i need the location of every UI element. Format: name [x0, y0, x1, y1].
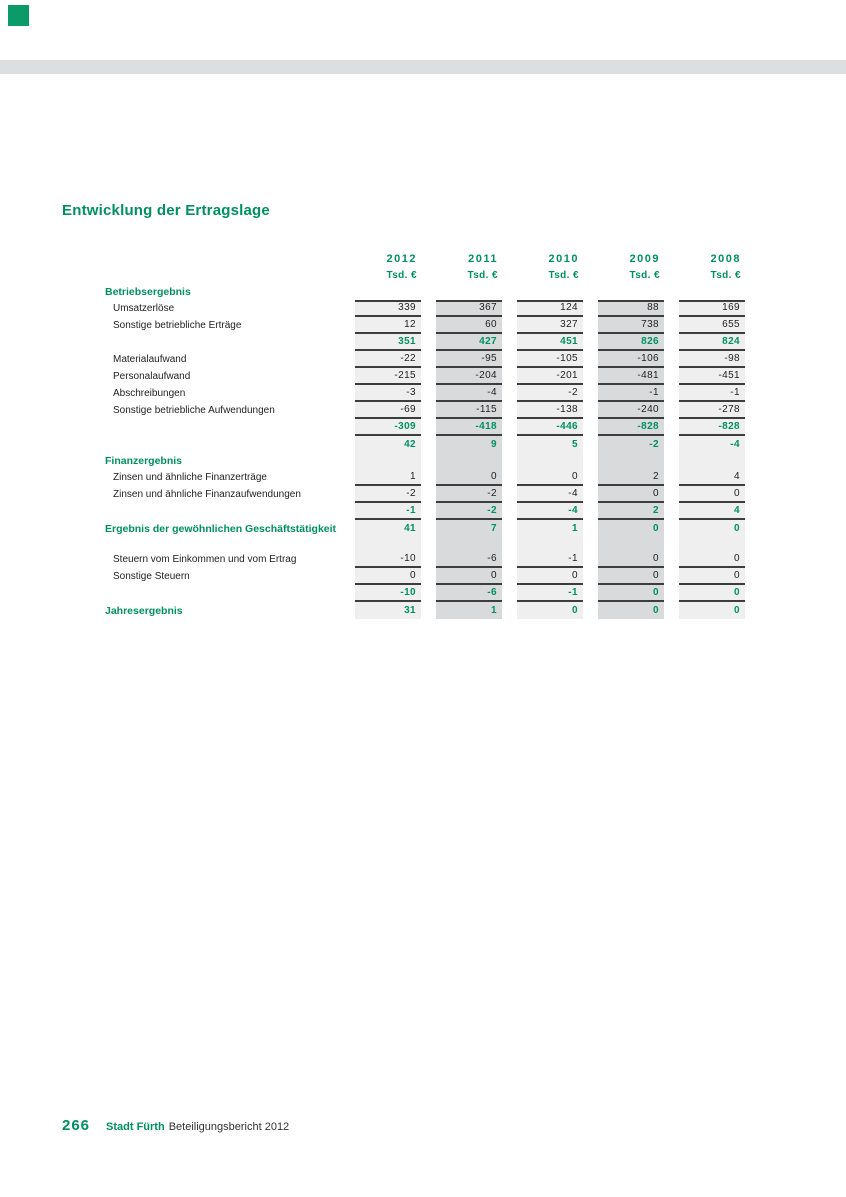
value-cell: 0: [653, 605, 659, 616]
value-cell: 2: [598, 503, 664, 520]
year-column-header: [436, 253, 502, 282]
year-column-header: [679, 253, 745, 282]
row-label: Zinsen und ähnliche Finanzaufwendungen: [113, 489, 301, 500]
year-label: 2009: [629, 253, 660, 265]
row-label: Umsatzerlöse: [113, 303, 175, 314]
value-cell: [598, 453, 664, 469]
value-cell: 339: [355, 300, 421, 317]
value-cell: -6: [436, 551, 502, 568]
value-cell: [679, 453, 745, 469]
value-cell: -481: [598, 368, 664, 385]
value-cell: 0: [653, 523, 659, 534]
year-label: 2011: [468, 253, 498, 265]
value-cell: 88: [598, 300, 664, 317]
year-label: 2010: [548, 253, 579, 265]
row-label: Jahresergebnis: [105, 604, 183, 617]
value-cell: [355, 537, 421, 551]
table-row: [105, 368, 748, 385]
unit-label: Tsd. €: [548, 270, 579, 281]
value-cell: [355, 284, 421, 300]
value-cell: -10: [355, 585, 421, 602]
value-cell: 0: [517, 469, 583, 486]
value-cell: -138: [517, 402, 583, 419]
value-cell: -446: [517, 419, 583, 436]
value-cell: -1: [679, 385, 745, 402]
table-row: [105, 351, 748, 368]
value-cell: 0: [598, 551, 664, 568]
value-cell: 9: [491, 439, 497, 450]
value-cell: 1: [491, 605, 497, 616]
row-label: Betriebsergebnis: [105, 286, 191, 298]
value-cell: [436, 453, 502, 469]
value-cell: 0: [598, 568, 664, 585]
table-rows: [105, 284, 748, 619]
value-cell: 427: [436, 334, 502, 351]
year-label: 2012: [386, 253, 417, 265]
value-cell: -418: [436, 419, 502, 436]
value-cell: -2: [649, 439, 659, 450]
value-cell: 0: [734, 605, 740, 616]
value-cell: -1: [517, 551, 583, 568]
unit-label: Tsd. €: [467, 270, 498, 281]
value-cell: 0: [679, 486, 745, 503]
value-cell: [517, 453, 583, 469]
value-cell: -240: [598, 402, 664, 419]
value-cell: 4: [679, 503, 745, 520]
value-cell: 0: [679, 585, 745, 602]
earnings-table: [105, 284, 748, 619]
value-cell: 1: [572, 523, 578, 534]
row-label: Steuern vom Einkommen und vom Ertrag: [113, 554, 297, 565]
value-cell: 351: [355, 334, 421, 351]
value-cell: 0: [436, 568, 502, 585]
value-cell: 824: [679, 334, 745, 351]
table-row: [105, 520, 748, 537]
row-label: Sonstige Steuern: [113, 571, 190, 582]
value-cell: 169: [679, 300, 745, 317]
unit-label: Tsd. €: [710, 270, 741, 281]
footer-report-title: Beteiligungsbericht 2012: [168, 1121, 290, 1133]
row-label: Zinsen und ähnliche Finanzerträge: [113, 472, 267, 483]
value-cell: -4: [517, 486, 583, 503]
value-cell: [679, 284, 745, 300]
value-cell: 451: [517, 334, 583, 351]
year-label: 2008: [710, 253, 741, 265]
table-row: [105, 317, 748, 334]
value-cell: [679, 537, 745, 551]
value-cell: -828: [598, 419, 664, 436]
table-row: [105, 284, 748, 300]
value-cell: -98: [679, 351, 745, 368]
row-label: Ergebnis der gewöhnlichen Geschäftstätigkeit: [105, 522, 337, 535]
value-cell: -2: [436, 486, 502, 503]
value-cell: 12: [355, 317, 421, 334]
table-row: [105, 551, 748, 568]
value-cell: 0: [517, 568, 583, 585]
value-cell: [517, 284, 583, 300]
value-cell: -1: [598, 385, 664, 402]
year-header: [355, 253, 745, 282]
value-cell: [517, 537, 583, 551]
value-cell: -204: [436, 368, 502, 385]
year-column-header: [598, 253, 664, 282]
year-column-header: [517, 253, 583, 282]
row-label: Materialaufwand: [113, 354, 187, 365]
value-cell: -828: [679, 419, 745, 436]
value-cell: -106: [598, 351, 664, 368]
value-cell: -215: [355, 368, 421, 385]
value-cell: 0: [679, 551, 745, 568]
value-cell: 0: [355, 568, 421, 585]
value-cell: [436, 284, 502, 300]
value-cell: -4: [730, 439, 740, 450]
value-cell: 42: [404, 439, 416, 450]
value-cell: 41: [404, 523, 416, 534]
value-cell: 826: [598, 334, 664, 351]
table-row: [105, 334, 748, 351]
value-cell: -309: [355, 419, 421, 436]
value-cell: 738: [598, 317, 664, 334]
value-cell: 0: [598, 585, 664, 602]
value-cell: -1: [517, 585, 583, 602]
value-cell: 0: [436, 469, 502, 486]
footer-brand: Stadt Fürth: [106, 1121, 165, 1133]
value-cell: 124: [517, 300, 583, 317]
unit-label: Tsd. €: [629, 270, 660, 281]
value-cell: -22: [355, 351, 421, 368]
value-cell: 327: [517, 317, 583, 334]
row-label: Personalaufwand: [113, 371, 191, 382]
table-row: [105, 503, 748, 520]
value-cell: -201: [517, 368, 583, 385]
value-cell: -3: [355, 385, 421, 402]
value-cell: -451: [679, 368, 745, 385]
value-cell: 5: [572, 439, 578, 450]
table-row: [105, 300, 748, 317]
value-cell: 655: [679, 317, 745, 334]
table-row: [105, 469, 748, 486]
value-cell: 0: [734, 523, 740, 534]
value-cell: 367: [436, 300, 502, 317]
value-cell: -1: [355, 503, 421, 520]
value-cell: -2: [517, 385, 583, 402]
table-row: [105, 568, 748, 585]
row-label: Finanzergebnis: [105, 455, 183, 467]
value-cell: -2: [436, 503, 502, 520]
row-label: Abschreibungen: [113, 388, 186, 399]
table-row: [105, 436, 748, 453]
page-number: 266: [62, 1117, 91, 1134]
value-cell: -4: [517, 503, 583, 520]
table-row: [105, 486, 748, 503]
value-cell: -2: [355, 486, 421, 503]
value-cell: [436, 537, 502, 551]
year-column-header: [355, 253, 421, 282]
value-cell: 1: [355, 469, 421, 486]
value-cell: -69: [355, 402, 421, 419]
value-cell: [355, 453, 421, 469]
row-label: Sonstige betriebliche Erträge: [113, 320, 242, 331]
value-cell: 4: [679, 469, 745, 486]
value-cell: 7: [491, 523, 497, 534]
page-title: Entwicklung der Ertragslage: [62, 202, 270, 219]
footer: [62, 1117, 289, 1134]
table-row: [105, 602, 748, 619]
value-cell: 31: [404, 605, 416, 616]
value-cell: -105: [517, 351, 583, 368]
table-row: [105, 419, 748, 436]
unit-label: Tsd. €: [386, 270, 417, 281]
table-row: [105, 385, 748, 402]
table-row: [105, 402, 748, 419]
page-corner-marker: [8, 5, 29, 26]
row-label: Sonstige betriebliche Aufwendungen: [113, 405, 275, 416]
table-row: [105, 453, 748, 469]
value-cell: -95: [436, 351, 502, 368]
value-cell: 2: [598, 469, 664, 486]
value-cell: -278: [679, 402, 745, 419]
value-cell: -115: [436, 402, 502, 419]
value-cell: 0: [572, 605, 578, 616]
value-cell: [598, 537, 664, 551]
table-row: [105, 537, 748, 551]
value-cell: [598, 284, 664, 300]
value-cell: 60: [436, 317, 502, 334]
value-cell: 0: [598, 486, 664, 503]
value-cell: -10: [355, 551, 421, 568]
top-divider-bar: [0, 60, 846, 74]
table-row: [105, 585, 748, 602]
value-cell: -4: [436, 385, 502, 402]
value-cell: 0: [679, 568, 745, 585]
value-cell: -6: [436, 585, 502, 602]
